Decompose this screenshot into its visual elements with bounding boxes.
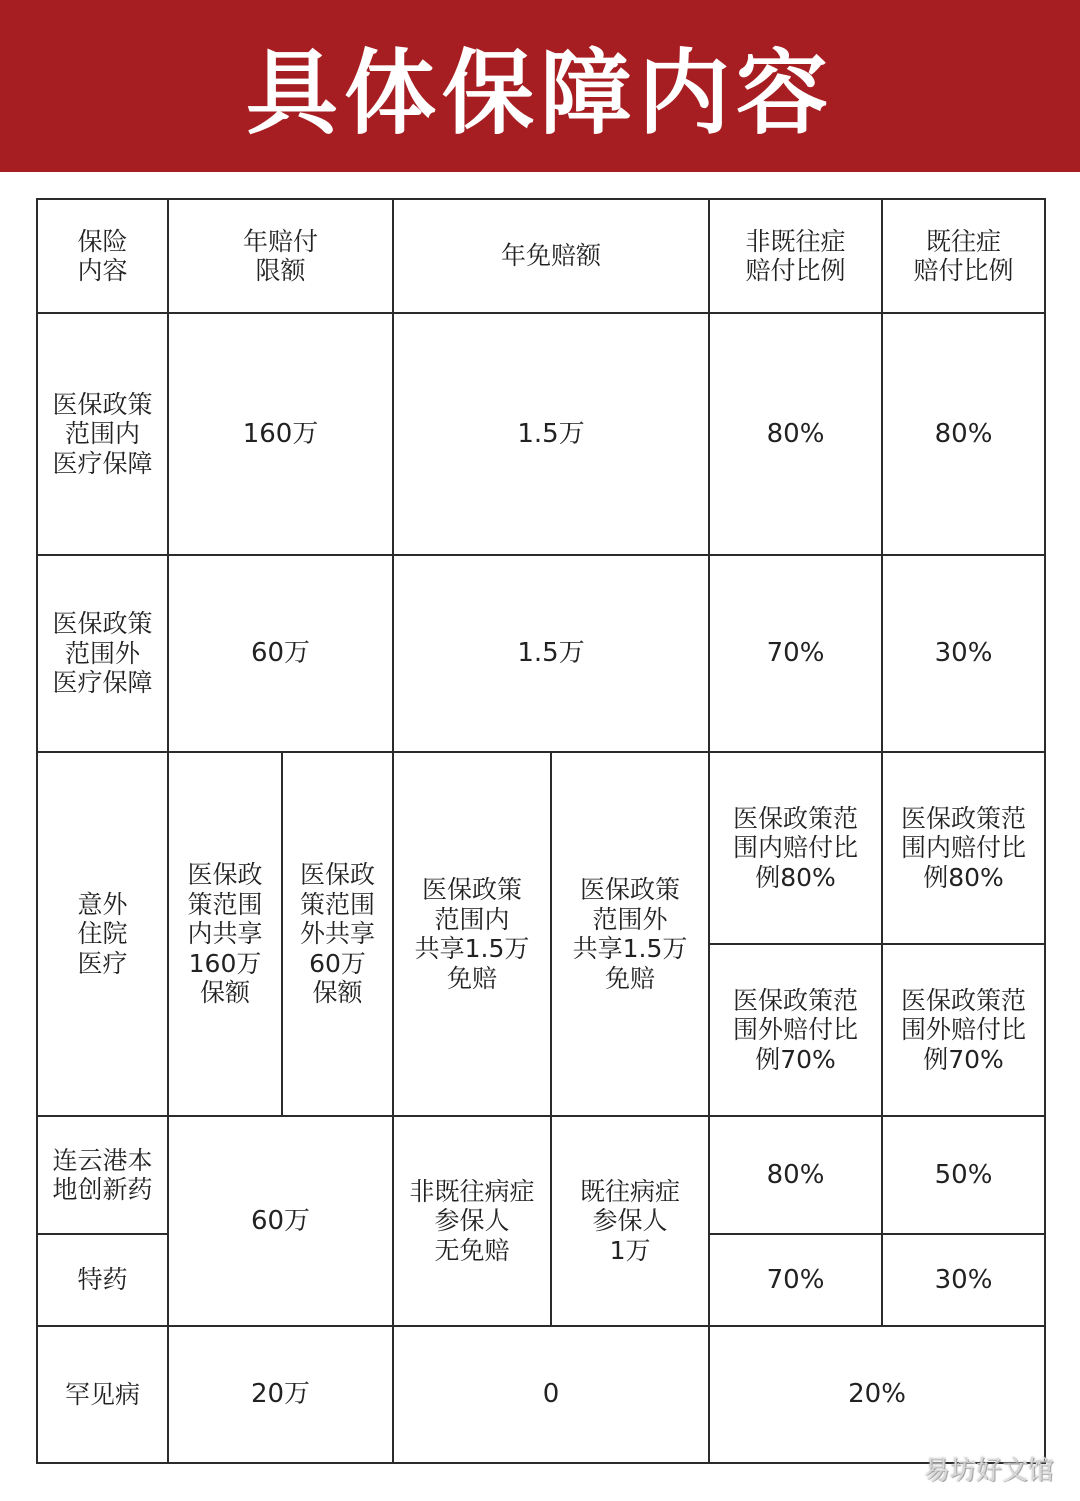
header-insurance-content: 保险 内容 [37, 199, 168, 313]
in-scope-name: 医保政策 范围内 医疗保障 [37, 313, 168, 555]
special-drug-non-pre-ratio: 70% [709, 1234, 882, 1326]
out-scope-deductible: 1.5万 [393, 555, 709, 752]
innovative-drug-name: 连云港本 地创新药 [37, 1116, 168, 1234]
title-banner [0, 0, 1080, 172]
drugs-limit: 60万 [168, 1116, 393, 1326]
rare-disease-name: 罕见病 [37, 1326, 168, 1463]
in-scope-non-pre-ratio: 80% [709, 313, 882, 555]
watermark: 易坊好文馆 [923, 1456, 1054, 1486]
innovative-drug-non-pre-ratio: 80% [709, 1116, 882, 1234]
innovative-drug-pre-ratio: 50% [882, 1116, 1045, 1234]
header-preexisting-ratio: 既往症 赔付比例 [882, 199, 1045, 313]
row-out-scope [37, 555, 1045, 752]
rare-disease-ratio: 20% [709, 1326, 1045, 1463]
header-non-preexisting-ratio: 非既往症 赔付比例 [709, 199, 882, 313]
accident-limit-out-scope: 医保政 策范围 外共享 60万 保额 [282, 752, 393, 1116]
row-rare-disease [37, 1326, 1045, 1463]
page-title: 具体保障内容 [245, 40, 834, 147]
in-scope-pre-ratio: 80% [882, 313, 1045, 555]
out-scope-limit: 60万 [168, 555, 393, 752]
out-scope-pre-ratio: 30% [882, 555, 1045, 752]
special-drug-pre-ratio: 30% [882, 1234, 1045, 1326]
out-scope-non-pre-ratio: 70% [709, 555, 882, 752]
accident-non-pre-out-scope: 医保政策范 围外赔付比 例70% [709, 944, 882, 1116]
coverage-table [36, 198, 1046, 1464]
row-accident-a [37, 752, 1045, 944]
rare-disease-deductible: 0 [393, 1326, 709, 1463]
accident-pre-in-scope: 医保政策范 围内赔付比 例80% [882, 752, 1045, 944]
header-annual-deductible: 年免赔额 [393, 199, 709, 313]
rare-disease-limit: 20万 [168, 1326, 393, 1463]
out-scope-name: 医保政策 范围外 医疗保障 [37, 555, 168, 752]
in-scope-deductible: 1.5万 [393, 313, 709, 555]
accident-non-pre-in-scope: 医保政策范 围内赔付比 例80% [709, 752, 882, 944]
special-drug-name: 特药 [37, 1234, 168, 1326]
header-row [37, 199, 1045, 313]
in-scope-limit: 160万 [168, 313, 393, 555]
accident-deductible-in-scope: 医保政策 范围内 共享1.5万 免赔 [393, 752, 551, 1116]
accident-pre-out-scope: 医保政策范 围外赔付比 例70% [882, 944, 1045, 1116]
drugs-deductible-pre: 既往病症 参保人 1万 [551, 1116, 709, 1326]
row-innovative-drug [37, 1116, 1045, 1234]
accident-name: 意外 住院 医疗 [37, 752, 168, 1116]
drugs-deductible-non-pre: 非既往病症 参保人 无免赔 [393, 1116, 551, 1326]
header-annual-limit: 年赔付 限额 [168, 199, 393, 313]
accident-limit-in-scope: 医保政 策范围 内共享 160万 保额 [168, 752, 282, 1116]
accident-deductible-out-scope: 医保政策 范围外 共享1.5万 免赔 [551, 752, 709, 1116]
row-in-scope [37, 313, 1045, 555]
